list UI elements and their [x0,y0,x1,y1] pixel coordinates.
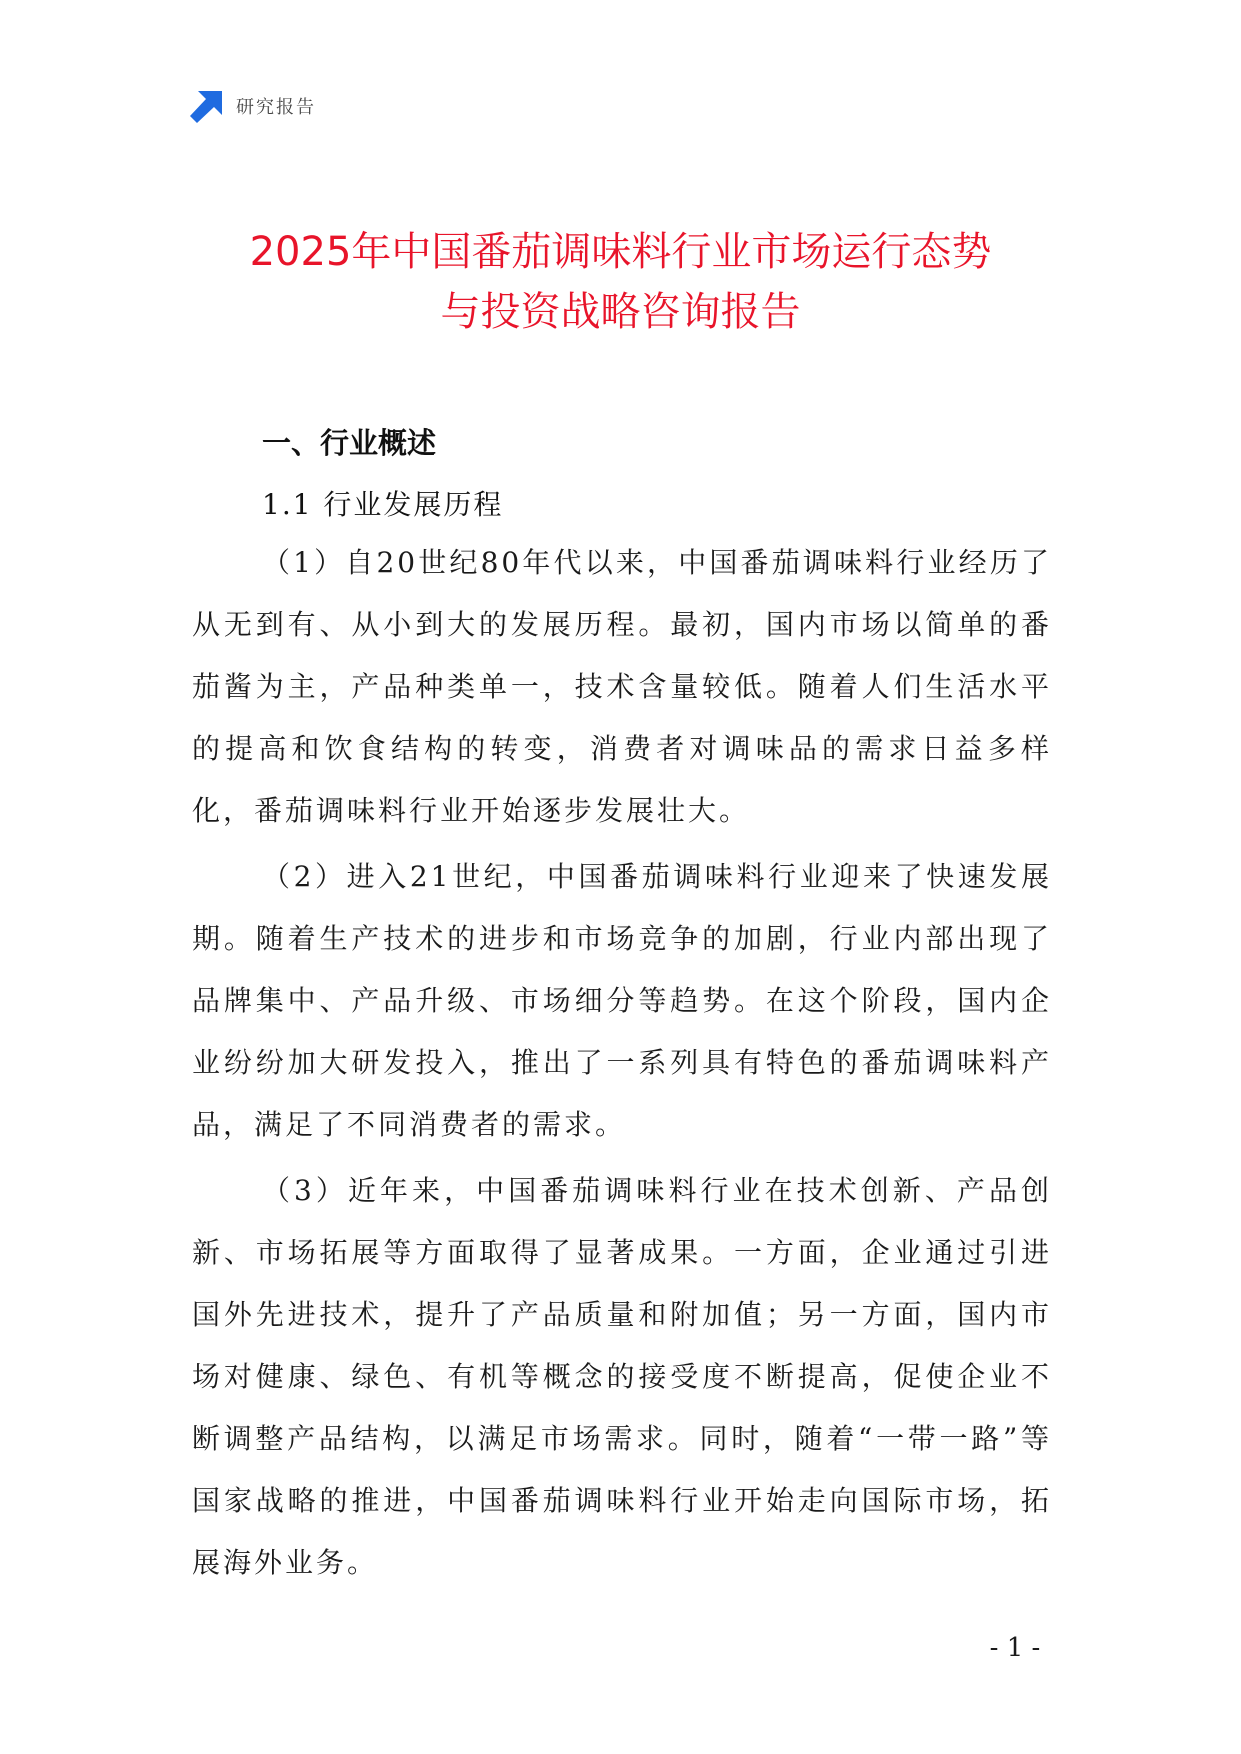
report-title [140,222,1101,342]
report-body [192,420,1052,1594]
paragraph-1: （1）自20世纪80年代以来，中国番茄调味料行业经历了从无到有、从小到大的发展历程。最初，国内市场以简单的番茄酱为主，产品种类单一，技术含量较低。随着人们生活水平的提高和饮食结构的转变，消费者对调味品的需求日益多样化，番茄调味料行业开始逐步发展壮大。 [192,546,1052,827]
report-header [190,88,316,124]
subsection-heading: 1.1 行业发展历程 [262,488,504,521]
paragraph-2: （2）进入21世纪，中国番茄调味料行业迎来了快速发展期。随着生产技术的进步和市场竞争的加剧，行业内部出现了品牌集中、产品升级、市场细分等趋势。在这个阶段，国内企业纷纷加大研发投入，推出了一系列具有特色的番茄调味料产品，满足了不同消费者的需求。 [192,860,1052,1141]
header-label: 研究报告 [236,97,316,118]
page-number: - 1 - [989,1633,1041,1663]
arrow-up-right-icon [190,89,224,123]
section-heading: 一、行业概述 [262,426,437,460]
title-line-2: 与投资战略咨询报告 [440,289,801,335]
paragraph-3: （3）近年来，中国番茄调味料行业在技术创新、产品创新、市场拓展等方面取得了显著成果。一方面，企业通过引进国外先进技术，提升了产品质量和附加值；另一方面，国内市场对健康、绿色、有机等概念的接受度不断提高，促使企业不断调整产品结构，以满足市场需求。同时，随着“一带一路”等国家战略的推进，中国番茄调味料行业开始走向国际市场，拓展海外业务。 [192,1174,1052,1579]
title-line-1: 2025年中国番茄调味料行业市场运行态势 [249,229,992,275]
